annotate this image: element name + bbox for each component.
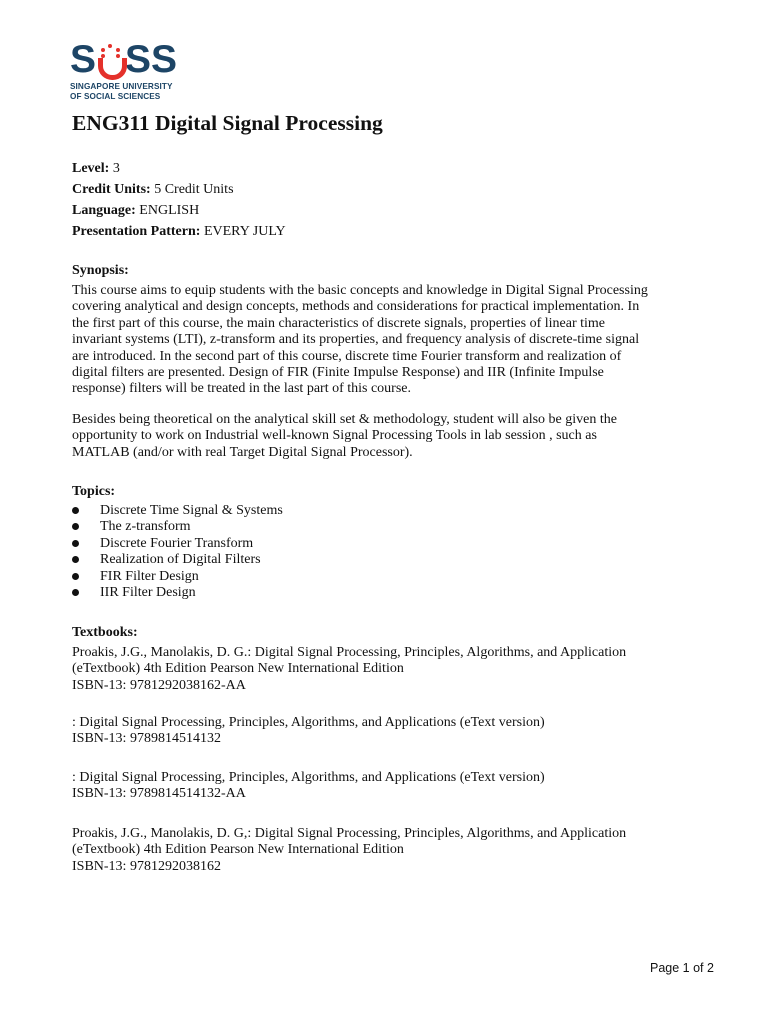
logo-subtitle (70, 82, 173, 101)
synopsis-p1-line: the first part of this course, the main characteristics of discrete signals, properties of linear time (72, 315, 605, 331)
synopsis-p1-line: are introduced. In the second part of this course, discrete time Fourier transform and realization of (72, 348, 622, 364)
textbook-isbn: ISBN-13: 9781292038162 (72, 858, 221, 874)
bullet-icon (72, 523, 79, 530)
course-title: ENG311 Digital Signal Processing (72, 111, 383, 135)
topic-text: Discrete Time Signal & Systems (100, 503, 283, 518)
suss-logo (70, 38, 190, 101)
bullet-icon (72, 573, 79, 580)
logo-u-glyph (96, 42, 125, 78)
meta-language (72, 200, 286, 221)
synopsis-p1-line: covering analytical and design concepts, methods and considerations for practical implementation. In (72, 299, 640, 315)
topic-item (72, 569, 283, 585)
meta-pattern-label: Presentation Pattern: (72, 224, 201, 239)
topic-item (72, 585, 283, 601)
page-number: Page 1 of 2 (650, 961, 714, 975)
bullet-icon (72, 507, 79, 514)
synopsis-p1-line: This course aims to equip students with the basic concepts and knowledge in Digital Signal Processing (72, 283, 648, 298)
topic-item (72, 536, 283, 552)
course-meta (72, 158, 286, 242)
meta-level-value: 3 (109, 161, 120, 176)
logo-subtitle-line2: OF SOCIAL SCIENCES (70, 91, 161, 101)
bullet-icon (72, 556, 79, 563)
textbook-entry-4 (72, 826, 712, 875)
textbook-line: Proakis, J.G., Manolakis, D. G.: Digital Signal Processing, Principles, Algorithms, and Application (72, 645, 627, 660)
synopsis-heading: Synopsis: (72, 263, 129, 278)
meta-pattern-value: EVERY JULY (200, 224, 286, 239)
bullet-icon (72, 589, 79, 596)
synopsis-paragraph-1 (72, 283, 712, 398)
meta-language-label: Language: (72, 203, 136, 218)
meta-level (72, 158, 286, 179)
textbook-line: : Digital Signal Processing, Principles, Algorithms, and Applications (eText version) (72, 715, 545, 730)
logo-letter-s2: S (125, 38, 152, 81)
topics-list (72, 503, 283, 601)
meta-credit-units (72, 179, 286, 200)
logo-letter-s3: S (151, 38, 178, 81)
logo-u-dots (101, 44, 120, 58)
meta-presentation-pattern (72, 221, 286, 242)
textbook-entry-2 (72, 715, 712, 748)
logo-subtitle-line1: SINGAPORE UNIVERSITY (70, 82, 173, 91)
logo-wordmark (70, 38, 178, 81)
synopsis-p2-line: Besides being theoretical on the analytical skill set & methodology, student will also be given the (72, 412, 617, 427)
textbook-line: Proakis, J.G., Manolakis, D. G,: Digital Signal Processing, Principles, Algorithms, and Application (72, 826, 627, 841)
textbooks-heading: Textbooks: (72, 625, 138, 640)
synopsis-p1-line: invariant systems (LTI), z-transform and its properties, and frequency analysis of discrete-time signal (72, 332, 640, 348)
topic-item (72, 503, 283, 519)
textbook-isbn: ISBN-13: 9789814514132 (72, 731, 221, 747)
meta-language-value: ENGLISH (135, 203, 200, 218)
topic-text: The z-transform (100, 519, 191, 535)
synopsis-paragraph-2 (72, 412, 712, 461)
textbook-isbn: ISBN-13: 9781292038162-AA (72, 677, 246, 693)
textbook-entry-3 (72, 770, 712, 803)
logo-u-bowl (98, 58, 127, 80)
topic-text: IIR Filter Design (100, 585, 196, 601)
synopsis-p2-line: MATLAB (and/or with real Target Digital Signal Processor). (72, 444, 413, 460)
topic-text: FIR Filter Design (100, 568, 199, 584)
meta-credit-label: Credit Units: (72, 182, 151, 197)
synopsis-p2-line: opportunity to work on Industrial well-known Signal Processing Tools in lab session , such as (72, 428, 597, 444)
textbook-entry-1 (72, 645, 712, 694)
topics-heading: Topics: (72, 484, 116, 499)
synopsis-p1-line: response) filters will be treated in the last part of this course. (72, 381, 412, 397)
topic-text: Realization of Digital Filters (100, 552, 261, 568)
topic-text: Discrete Fourier Transform (100, 535, 254, 551)
meta-level-label: Level: (72, 161, 110, 176)
bullet-icon (72, 540, 79, 547)
meta-credit-value: 5 Credit Units (150, 182, 234, 197)
textbook-line: (eTextbook) 4th Edition Pearson New International Edition (72, 842, 404, 858)
textbook-line: (eTextbook) 4th Edition Pearson New International Edition (72, 661, 404, 677)
synopsis-p1-line: digital filters are presented. Design of FIR (Finite Impulse Response) and IIR (Infinite Impulse (72, 365, 604, 381)
topic-item (72, 519, 283, 535)
topic-item (72, 552, 283, 568)
logo-letter-s1: S (70, 38, 97, 81)
textbook-line: : Digital Signal Processing, Principles, Algorithms, and Applications (eText version) (72, 770, 545, 785)
textbook-isbn: ISBN-13: 9789814514132-AA (72, 786, 246, 802)
